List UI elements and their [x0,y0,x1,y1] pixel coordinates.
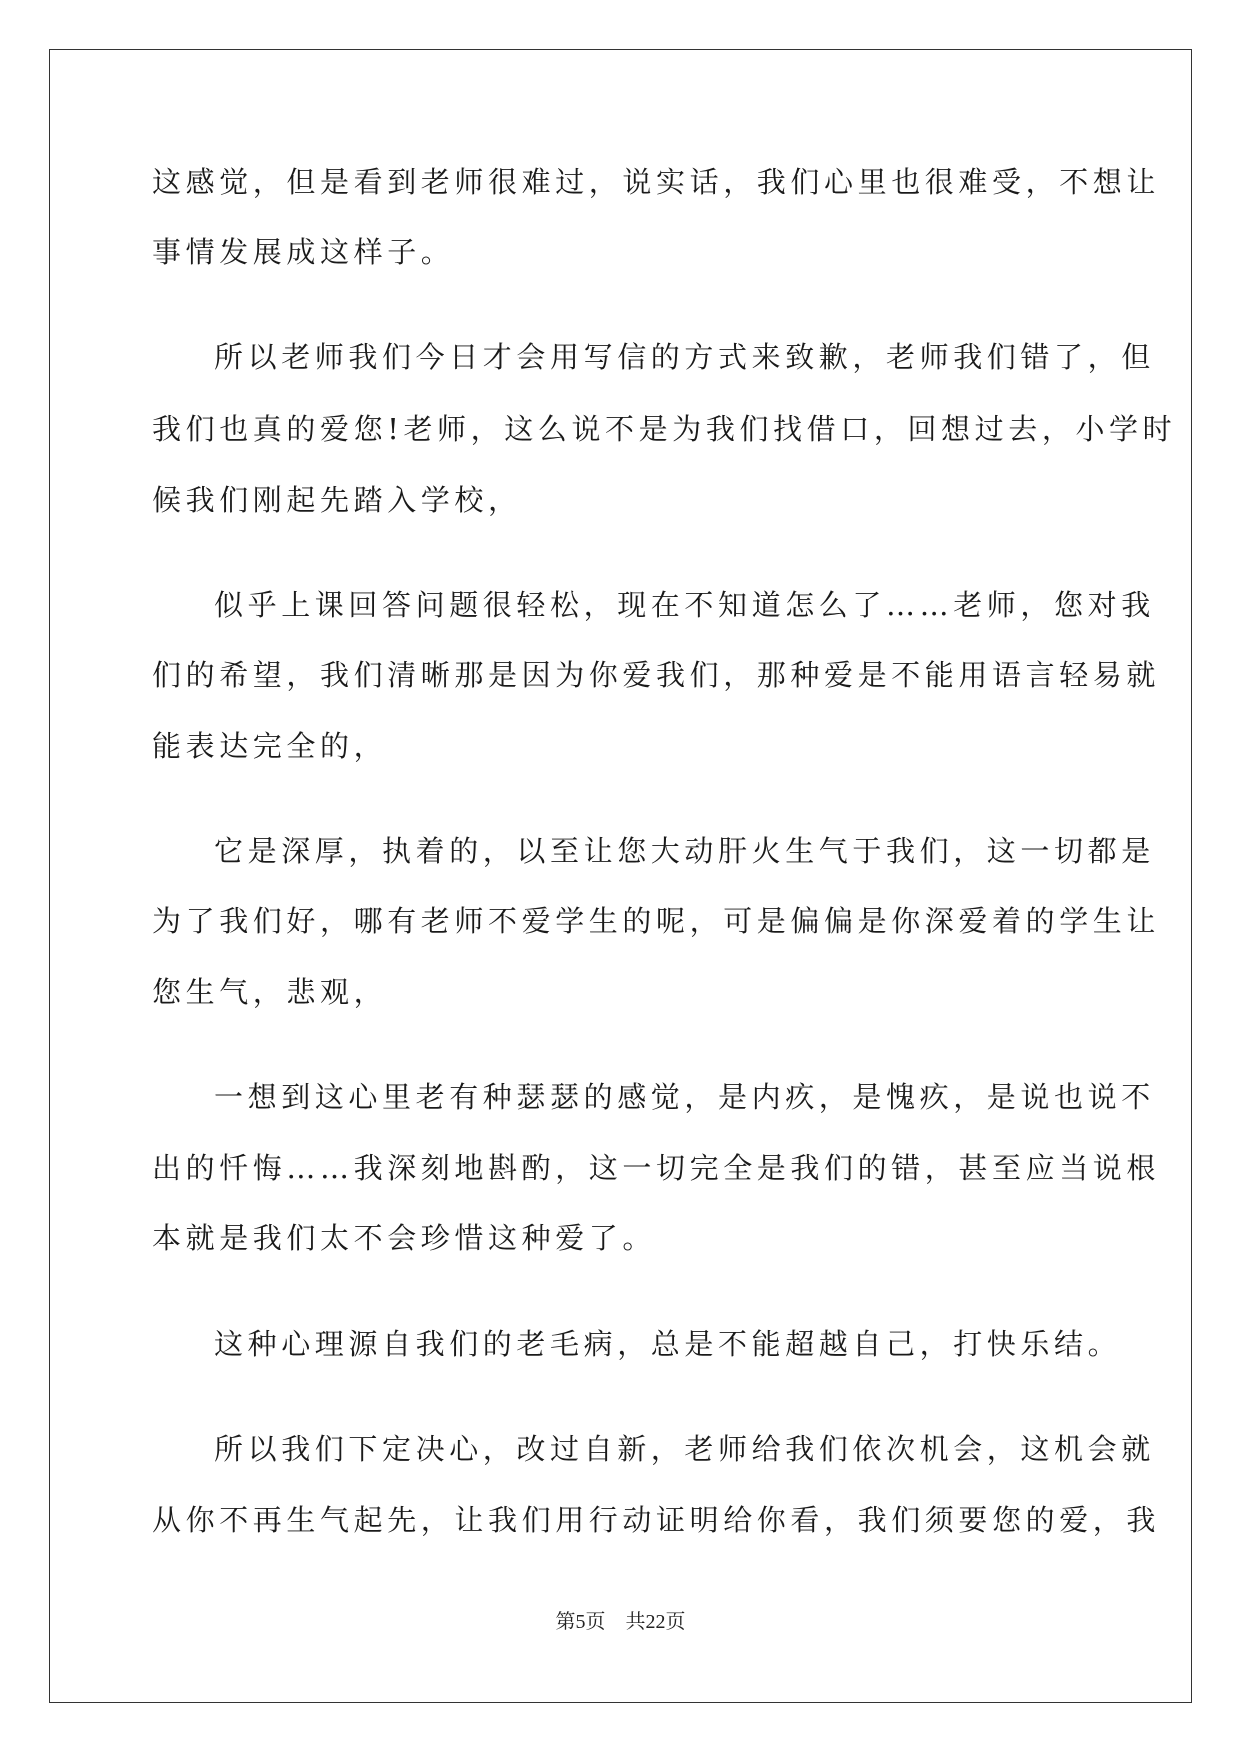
text-line: 本就是我们太不会珍惜这种爱了。 [152,1221,657,1255]
page-footer [0,1610,1241,1634]
text-line: 似乎上课回答问题很轻松，现在不知道怎么了……老师，您对我 [214,588,1155,622]
text-line: 这种心理源自我们的老毛病，总是不能超越自己，打快乐结。 [214,1327,1122,1361]
text-line: 我们也真的爱您!老师，这么说不是为我们找借口，回想过去，小学时 [152,412,1177,446]
text-line: 所以老师我们今日才会用写信的方式来致歉，老师我们错了，但 [214,340,1155,374]
text-line: 所以我们下定决心，改过自新，老师给我们依次机会，这机会就 [214,1432,1155,1466]
text-line: 能表达完全的， [152,729,388,763]
text-line: 您生气，悲观， [152,975,388,1009]
text-line: 为了我们好，哪有老师不爱学生的呢，可是偏偏是你深爱着的学生让 [152,904,1161,938]
text-line: 一想到这心里老有种瑟瑟的感觉，是内疚，是愧疚，是说也说不 [214,1080,1155,1114]
text-line: 候我们刚起先踏入学校， [152,483,522,517]
text-line: 事情发展成这样子。 [152,235,455,269]
text-line: 出的忏悔……我深刻地斟酌，这一切完全是我们的错，甚至应当说根 [152,1151,1161,1185]
text-line: 这感觉，但是看到老师很难过，说实话，我们心里也很难受，不想让 [152,165,1161,199]
text-line: 们的希望，我们清晰那是因为你爱我们，那种爱是不能用语言轻易就 [152,658,1161,692]
text-line: 从你不再生气起先，让我们用行动证明给你看，我们须要您的爱，我 [152,1503,1161,1537]
page-number: 第5页 [555,1611,606,1633]
page-total: 共22页 [625,1611,686,1633]
text-line: 它是深厚，执着的，以至让您大动肝火生气于我们，这一切都是 [214,834,1155,868]
